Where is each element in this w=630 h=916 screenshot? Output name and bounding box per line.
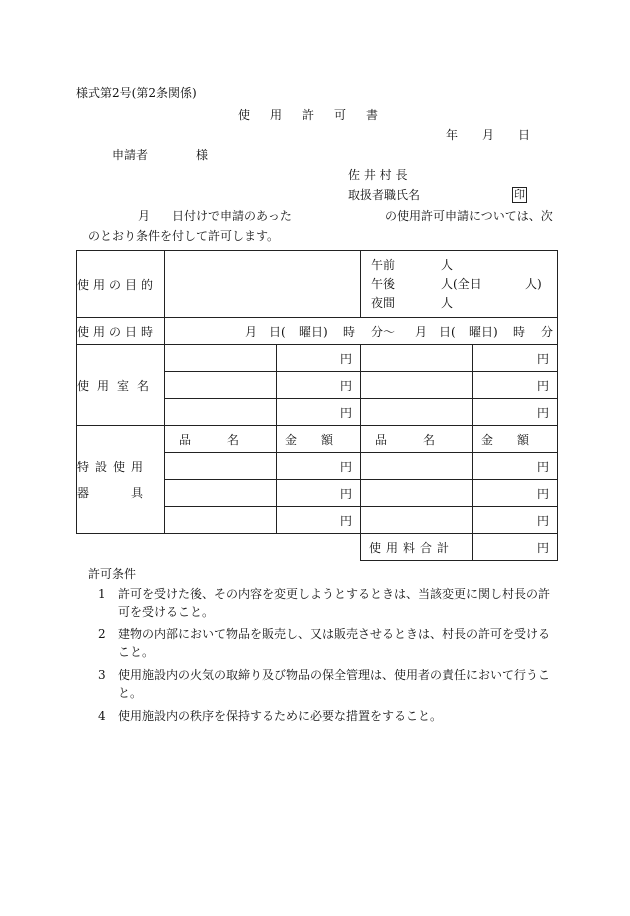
- applicant-honorific: 様: [196, 148, 209, 162]
- night-person: 人: [441, 295, 454, 310]
- condition-3-num: 3: [98, 668, 106, 682]
- room-fee-1: 円: [277, 345, 361, 372]
- item-header-1: 品 名: [165, 426, 277, 453]
- room-fee-4: 円: [473, 372, 558, 399]
- pm-label: 午後: [371, 276, 396, 291]
- item-header-2: 品 名: [361, 426, 473, 453]
- equip-fee-1: 円: [277, 453, 361, 480]
- datetime-label: 使用の日時: [77, 318, 165, 345]
- equipment-label-line2: 器 具: [77, 485, 150, 500]
- permit-table: [76, 250, 558, 561]
- room-name-4: [361, 372, 473, 399]
- equipment-label: [77, 426, 165, 534]
- equip-item-1: [165, 453, 277, 480]
- form-number: 様式第2号(第2条関係): [76, 86, 197, 100]
- equip-fee-6: 円: [473, 507, 558, 534]
- dt-minute2: 分: [541, 324, 554, 339]
- equip-fee-4: 円: [473, 480, 558, 507]
- handler-label: 取扱者職氏名: [348, 188, 421, 202]
- dt-day2: 日(: [439, 324, 456, 339]
- dt-month2: 月: [415, 324, 428, 339]
- document-title: 使 用 許 可 書: [238, 108, 383, 122]
- total-fee: 円: [473, 534, 558, 561]
- room-name-6: [361, 399, 473, 426]
- intro-month: 月: [138, 209, 151, 223]
- condition-3-text: 使用施設内の火気の取締り及び物品の保全管理は、使用者の責任において行うこと。: [118, 668, 551, 700]
- dt-weekday: 曜日): [299, 324, 328, 339]
- dt-hour: 時: [343, 324, 356, 339]
- dt-day: 日(: [269, 324, 286, 339]
- issuer-title: 佐 井 村 長: [348, 168, 408, 182]
- condition-4-text: 使用施設内の秩序を保持するために必要な措置をすること。: [118, 709, 443, 723]
- equip-fee-3: 円: [277, 480, 361, 507]
- condition-2-num: 2: [98, 627, 106, 641]
- night-label: 夜間: [371, 295, 396, 310]
- room-name-1: [165, 345, 277, 372]
- condition-1-num: 1: [98, 587, 106, 601]
- condition-2-text: 建物の内部において物品を販売し、又は販売させるときは、村長の許可を受けること。: [118, 627, 551, 659]
- dt-month: 月: [245, 324, 258, 339]
- room-fee-3: 円: [277, 372, 361, 399]
- equipment-label-line1: 特設使用: [77, 459, 150, 474]
- total-label: 使用料合計: [361, 534, 473, 561]
- condition-4-num: 4: [98, 709, 106, 723]
- pm-allday: 人(全日: [441, 276, 482, 291]
- purpose-label: 使用の目的: [77, 251, 165, 318]
- intro-date-text: 日付けで申請のあった: [172, 209, 292, 223]
- condition-1-text: 許可を受けた後、その内容を変更しようとするときは、当該変更に関し村長の許可を受けること。: [118, 587, 551, 619]
- date-line: 年 月 日: [446, 128, 531, 142]
- equip-item-5: [165, 507, 277, 534]
- people-count-cell: [361, 251, 558, 318]
- room-name-5: [165, 399, 277, 426]
- condition-2: [98, 625, 558, 661]
- equip-fee-2: 円: [473, 453, 558, 480]
- amount-header-2: 金 額: [473, 426, 558, 453]
- equip-item-6: [361, 507, 473, 534]
- condition-1: [98, 585, 558, 621]
- pm-person-close: 人): [525, 276, 542, 291]
- room-name-3: [165, 372, 277, 399]
- room-label: 使用室名: [77, 345, 165, 426]
- dt-minute-to: 分〜: [371, 324, 396, 339]
- intro-line2: のとおり条件を付して許可します。: [88, 229, 280, 243]
- condition-4: [98, 707, 558, 725]
- am-label: 午前: [371, 257, 396, 272]
- equip-item-4: [361, 480, 473, 507]
- room-fee-6: 円: [473, 399, 558, 426]
- room-name-2: [361, 345, 473, 372]
- room-fee-2: 円: [473, 345, 558, 372]
- datetime-value: [165, 318, 558, 345]
- dt-weekday2: 曜日): [469, 324, 498, 339]
- conditions-heading: 許可条件: [88, 567, 137, 581]
- intro-permission-text: の使用許可申請については、次: [385, 209, 553, 223]
- seal-mark: 印: [514, 188, 525, 201]
- room-fee-5: 円: [277, 399, 361, 426]
- applicant-label: 申請者: [112, 148, 149, 162]
- equip-item-3: [165, 480, 277, 507]
- amount-header-1: 金 額: [277, 426, 361, 453]
- condition-3: [98, 666, 558, 702]
- equip-fee-5: 円: [277, 507, 361, 534]
- purpose-value: [165, 251, 361, 318]
- dt-hour2: 時: [513, 324, 526, 339]
- equip-item-2: [361, 453, 473, 480]
- am-person: 人: [441, 257, 454, 272]
